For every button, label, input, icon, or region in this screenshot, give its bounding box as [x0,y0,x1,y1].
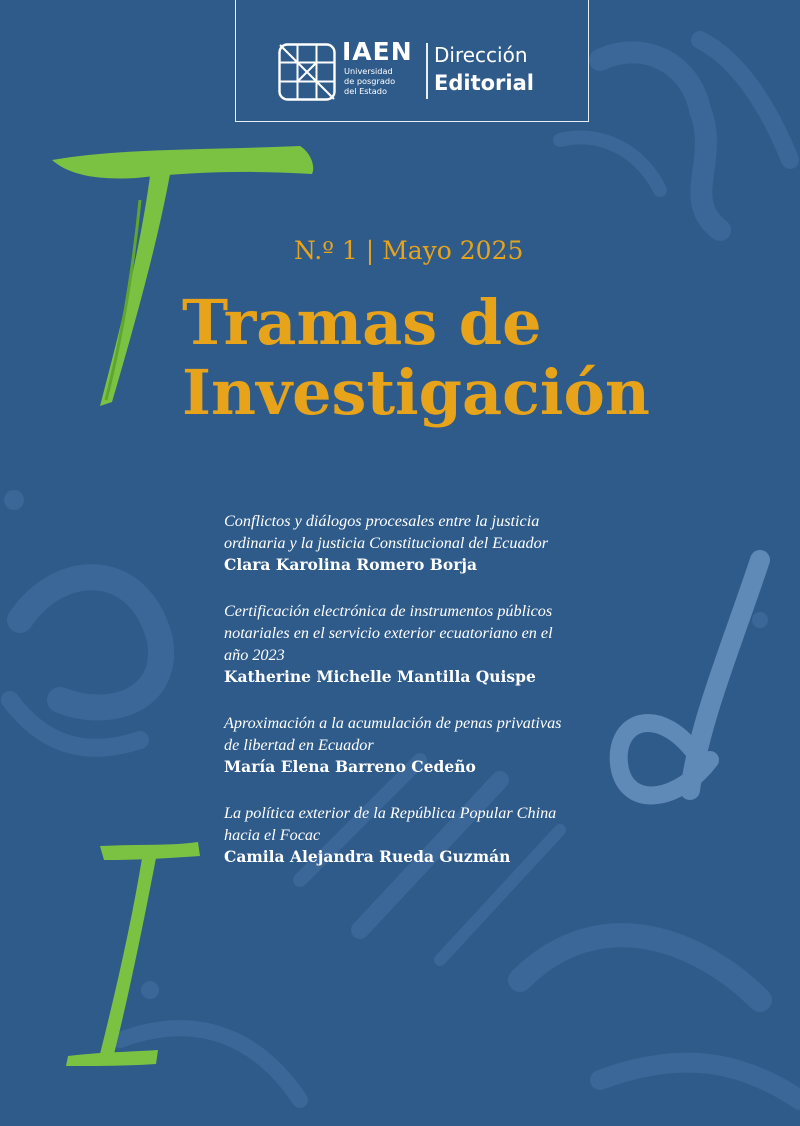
article-item [224,712,664,778]
article-title: Certificación electrónica de instrumentos públicos notariales en el servicio exterior ecuatoriano en el año 2023 [224,602,553,664]
journal-title-line1: Tramas de [182,286,542,359]
logo-divider [426,43,428,99]
article-item [224,802,664,868]
article-title: Aproximación a la acumulación de penas privativas de libertad en Ecuador [224,714,562,754]
article-author: Clara Karolina Romero Borja [224,555,478,574]
article-author: Camila Alejandra Rueda Guzmán [224,847,511,866]
logo-subtitle: Universidad de posgrado del Estado [344,66,396,96]
article-list [224,510,664,892]
issue-line: N.º 1 | Mayo 2025 [294,236,524,265]
article-item [224,510,664,576]
publisher-logo [235,0,589,122]
journal-title-line2: Investigación [182,356,650,429]
article-author: María Elena Barreno Cedeño [224,757,476,776]
article-title: La política exterior de la República Popular China hacia el Focac [224,804,557,844]
journal-title [182,288,650,428]
article-title: Conflictos y diálogos procesales entre la justicia ordinaria y la justicia Constitucional del Ecuador [224,512,549,552]
article-item [224,600,664,688]
logo-name: IAEN [342,37,413,66]
division-name-line2: Editorial [434,71,534,95]
article-author: Katherine Michelle Mantilla Quispe [224,667,536,686]
iaen-logo-mark-icon [278,43,336,101]
division-name-line1: Dirección [434,43,528,67]
brush-letter-i-icon [60,840,210,1070]
